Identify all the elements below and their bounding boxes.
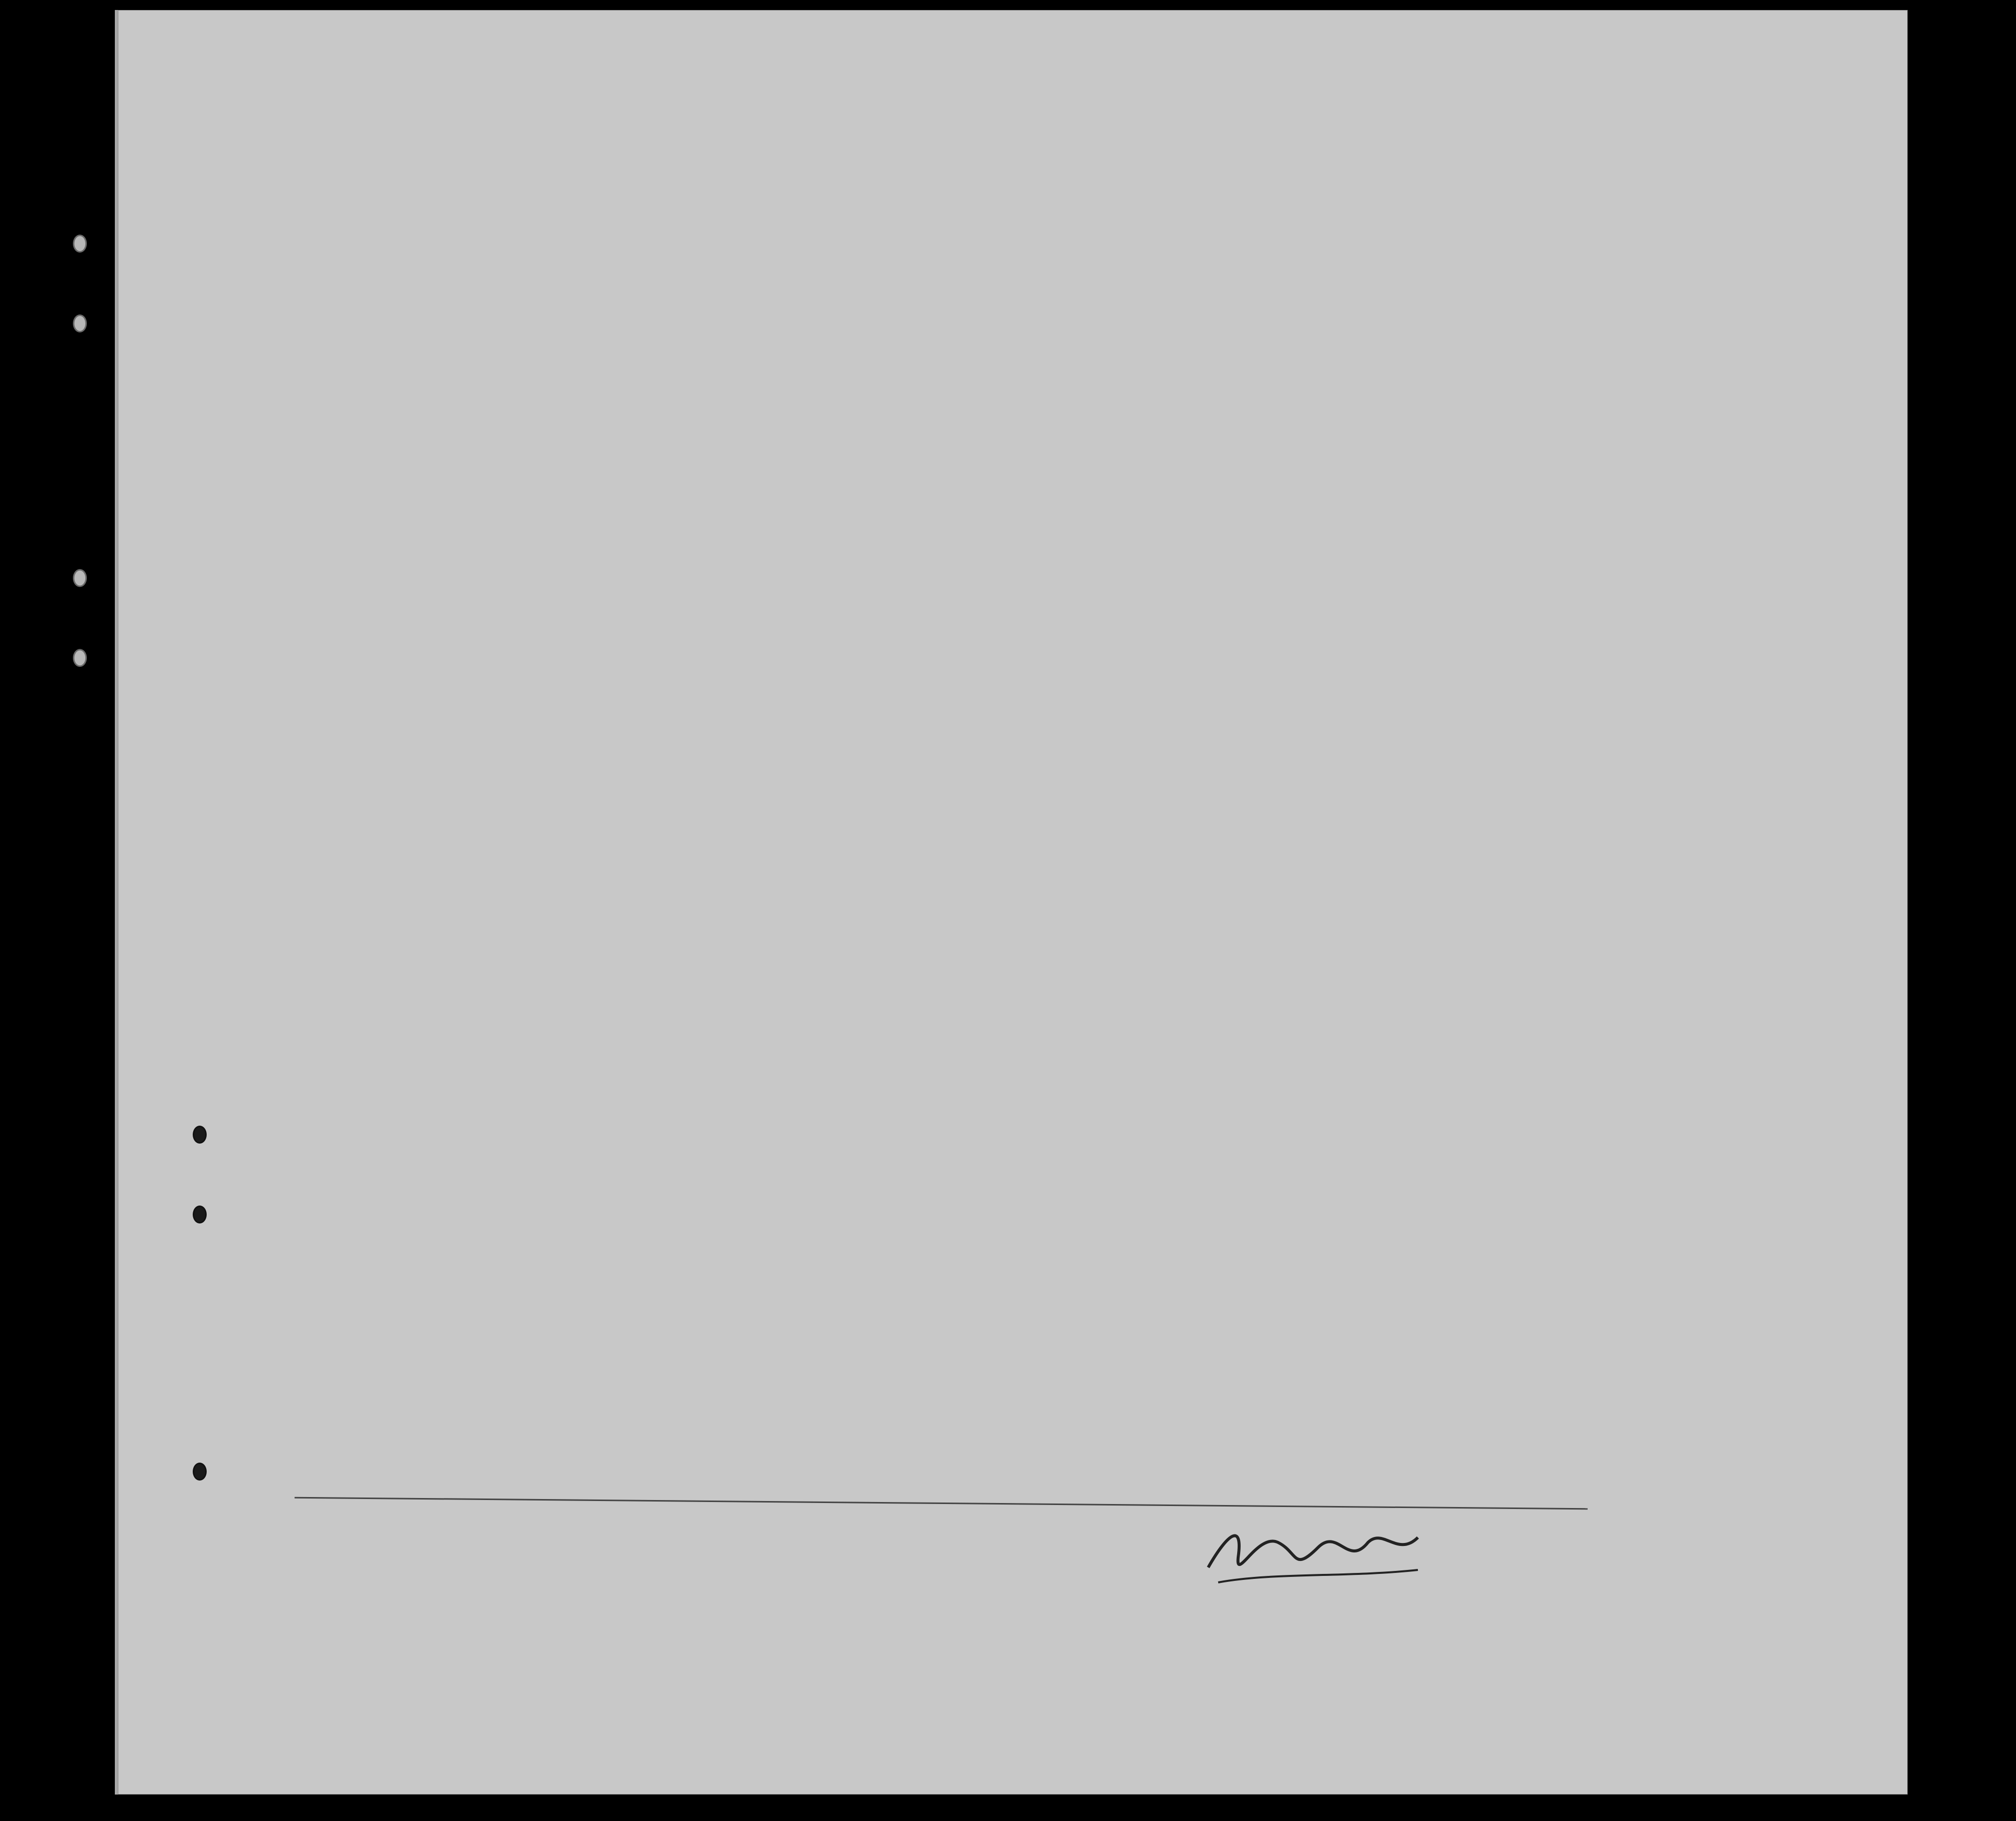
signature-scrawl [1198,1513,1428,1597]
